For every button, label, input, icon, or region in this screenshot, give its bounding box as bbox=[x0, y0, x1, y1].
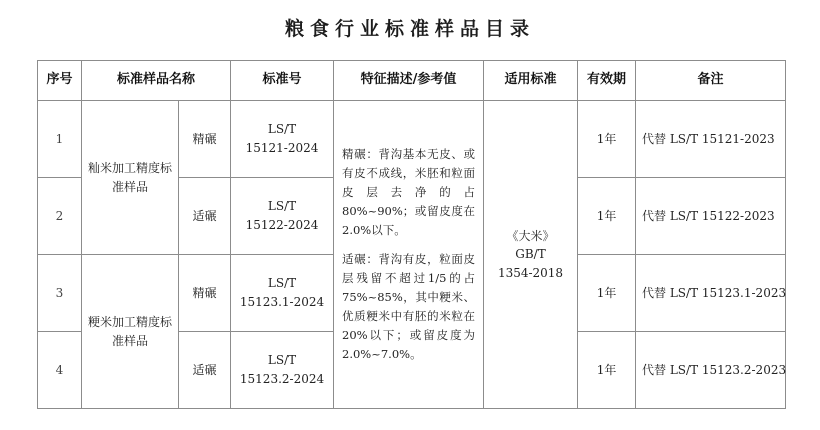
header-code: 标准号 bbox=[231, 61, 334, 101]
row-validity: 1年 bbox=[578, 332, 636, 409]
row-validity: 1年 bbox=[578, 101, 636, 178]
header-applicable: 适用标准 bbox=[484, 61, 578, 101]
header-remark: 备注 bbox=[636, 61, 786, 101]
row-code bbox=[231, 101, 334, 178]
row-sub-name: 适碾 bbox=[179, 178, 231, 255]
row-seq: 2 bbox=[38, 178, 82, 255]
code-prefix: LS/T bbox=[267, 276, 297, 291]
row-code bbox=[231, 255, 334, 332]
code-number: 15123.1-2024 bbox=[239, 295, 325, 309]
row-seq: 3 bbox=[38, 255, 82, 332]
row-remark: 代替 LS/T 15122-2023 bbox=[636, 178, 786, 255]
header-validity: 有效期 bbox=[578, 61, 636, 101]
row-code bbox=[231, 332, 334, 409]
page-title: 粮食行业标准样品目录 bbox=[284, 18, 535, 40]
group-name-indica: 籼米加工精度标准样品 bbox=[82, 101, 179, 255]
header-row bbox=[38, 61, 786, 101]
row-sub-name: 适碾 bbox=[179, 332, 231, 409]
row-code bbox=[231, 178, 334, 255]
row-validity: 1年 bbox=[578, 178, 636, 255]
row-remark: 代替 LS/T 15123.2-2023 bbox=[636, 332, 786, 409]
row-sub-name: 精碾 bbox=[179, 255, 231, 332]
applicable-standard-cell bbox=[484, 101, 578, 409]
header-seq: 序号 bbox=[38, 61, 82, 101]
applicable-standard-number: 1354-2018 bbox=[497, 265, 564, 280]
code-number: 15122-2024 bbox=[245, 218, 319, 232]
desc-fine: 精碾：背沟基本无皮、或有皮不成线，米胚和粒面皮层去净的占80%~90%；或留皮度在2.0%以下。 bbox=[342, 147, 476, 238]
desc-suitable: 适碾：背沟有皮，粒面皮层残留不超过1/5的占75%~85%，其中粳米、优质粳米中有胚的米粒在20%以下；或留皮度为2.0%~7.0%。 bbox=[342, 252, 476, 361]
row-sub-name: 精碾 bbox=[179, 101, 231, 178]
row-seq: 1 bbox=[38, 101, 82, 178]
code-prefix: LS/T bbox=[267, 199, 297, 214]
row-remark: 代替 LS/T 15121-2023 bbox=[636, 101, 786, 178]
row-validity: 1年 bbox=[578, 255, 636, 332]
header-desc: 特征描述/参考值 bbox=[334, 61, 484, 101]
description-cell bbox=[334, 101, 484, 409]
code-prefix: LS/T bbox=[267, 353, 297, 368]
table-row bbox=[38, 101, 786, 178]
code-prefix: LS/T bbox=[267, 122, 297, 137]
code-number: 15123.2-2024 bbox=[239, 372, 325, 386]
row-remark: 代替 LS/T 15123.1-2023 bbox=[636, 255, 786, 332]
header-name: 标准样品名称 bbox=[82, 61, 231, 101]
applicable-standard-prefix: GB/T bbox=[515, 247, 546, 262]
group-name-japonica: 粳米加工精度标准样品 bbox=[82, 255, 179, 409]
code-number: 15121-2024 bbox=[245, 141, 319, 155]
catalog-table bbox=[37, 60, 786, 409]
row-seq: 4 bbox=[38, 332, 82, 409]
applicable-standard-name: 《大米》 bbox=[506, 228, 555, 243]
